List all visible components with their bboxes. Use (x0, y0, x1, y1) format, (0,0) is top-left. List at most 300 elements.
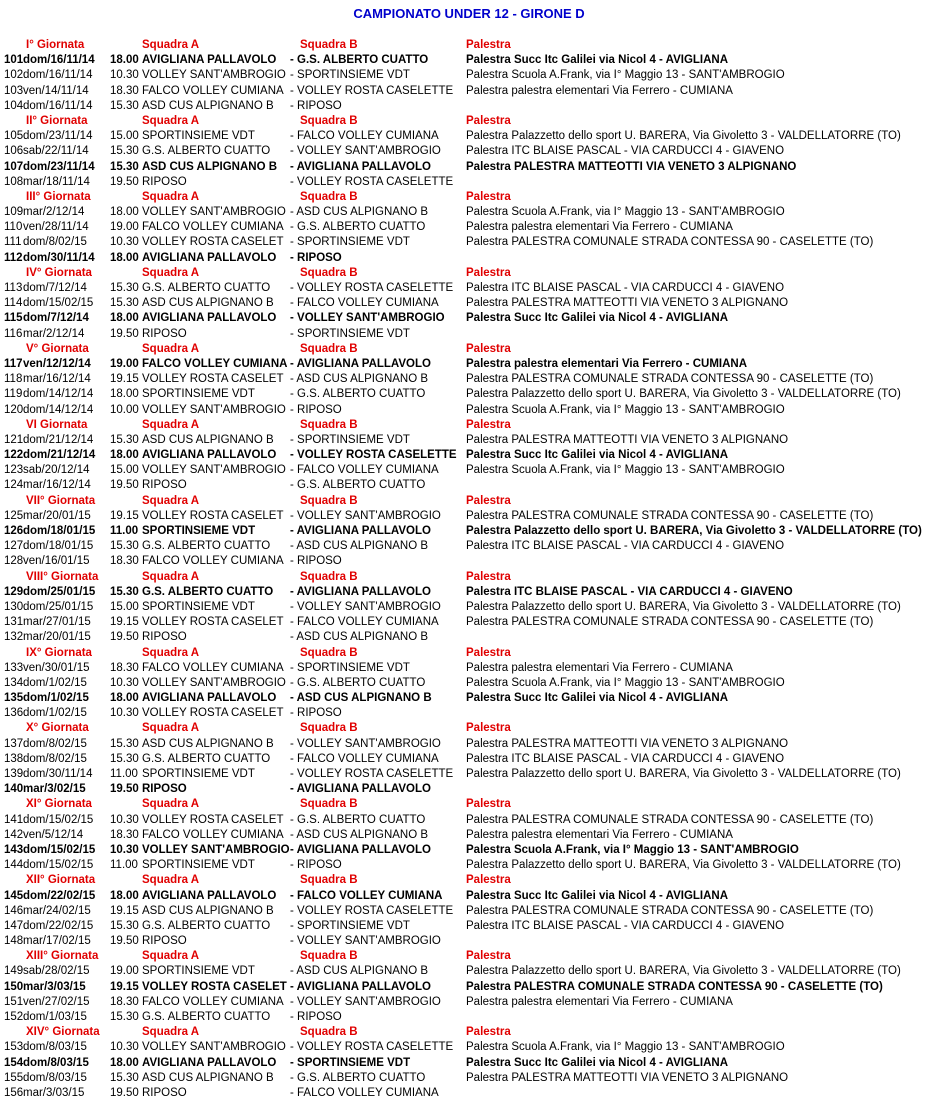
match-date: sab/28/02/15 (23, 965, 90, 978)
match-row (4, 387, 938, 402)
round-label: II° Giornata (26, 114, 88, 127)
team-a: RIPOSO (142, 935, 187, 948)
match-time: 10.00 (110, 403, 139, 416)
column-header-squadra-b: Squadra B (300, 874, 358, 887)
match-number: 155 (4, 1071, 24, 1084)
round-label: X° Giornata (26, 722, 89, 735)
team-a: FALCO VOLLEY CUMIANA (142, 84, 284, 97)
team-b: - SPORTINSIEME VDT (290, 919, 410, 932)
match-row (4, 843, 938, 858)
match-date: dom/25/01/15 (23, 585, 96, 598)
team-b: - SPORTINSIEME VDT (290, 69, 410, 82)
match-time: 15.00 (110, 600, 139, 613)
team-b: - FALCO VOLLEY CUMIANA (290, 297, 439, 310)
match-number: 148 (4, 935, 24, 948)
match-number: 141 (4, 813, 24, 826)
column-header-palestra: Palestra (466, 950, 511, 963)
round-header (4, 949, 938, 964)
match-time: 19.50 (110, 327, 139, 340)
venue: Palestra Succ Itc Galilei via Nicol 4 - AVIGLIANA (466, 449, 729, 462)
team-a: FALCO VOLLEY CUMIANA (142, 357, 288, 370)
venue: Palestra PALESTRA MATTEOTTI VIA VENETO 3 ALPIGNANO (466, 297, 789, 310)
team-a: ASD CUS ALPIGNANO B (142, 99, 274, 112)
match-number: 102 (4, 69, 24, 82)
match-number: 134 (4, 676, 24, 689)
team-a: VOLLEY SANT'AMBROGIO (142, 843, 290, 856)
venue: Palestra ITC BLAISE PASCAL - VIA CARDUCCI 4 - GIAVENO (466, 919, 785, 932)
match-row (4, 813, 938, 828)
match-date: ven/14/11/14 (23, 84, 89, 97)
match-number: 150 (4, 980, 24, 993)
match-date: dom/8/03/15 (23, 1071, 87, 1084)
match-number: 142 (4, 828, 24, 841)
match-number: 131 (4, 616, 24, 629)
team-b: - RIPOSO (290, 859, 342, 872)
team-a: VOLLEY ROSTA CASELET (142, 373, 284, 386)
schedule-table (4, 38, 938, 1101)
team-a: FALCO VOLLEY CUMIANA (142, 221, 284, 234)
match-time: 10.30 (110, 676, 139, 689)
match-number: 118 (4, 373, 23, 386)
match-date: mar/20/01/15 (23, 631, 91, 644)
team-b: - AVIGLIANA PALLAVOLO (290, 160, 431, 173)
match-number: 108 (4, 175, 24, 188)
venue: Palestra Scuola A.Frank, via I° Maggio 13 - SANT'AMBROGIO (466, 69, 785, 82)
venue: Palestra PALESTRA COMUNALE STRADA CONTESSA 90 - CASELETTE (TO) (466, 904, 874, 917)
match-time: 15.30 (110, 919, 139, 932)
column-header-squadra-a: Squadra A (142, 39, 200, 51)
round-header (4, 721, 938, 736)
team-a: ASD CUS ALPIGNANO B (142, 433, 274, 446)
column-header-squadra-b: Squadra B (300, 798, 358, 811)
match-row (4, 53, 938, 68)
team-a: G.S. ALBERTO CUATTO (142, 1011, 271, 1023)
venue: Palestra Palazzetto dello sport U. BARERA, Via Givoletto 3 - VALDELLATORRE (TO) (466, 600, 901, 613)
match-number: 129 (4, 585, 24, 598)
column-header-squadra-a: Squadra A (142, 874, 200, 887)
column-header-squadra-b: Squadra B (300, 114, 358, 127)
venue: Palestra Succ Itc Galilei via Nicol 4 - AVIGLIANA (466, 54, 729, 67)
venue: Palestra PALESTRA COMUNALE STRADA CONTESSA 90 - CASELETTE (TO) (466, 813, 874, 826)
match-time: 18.00 (110, 692, 139, 705)
team-b: - G.S. ALBERTO CUATTO (290, 221, 426, 234)
match-row (4, 737, 938, 752)
match-time: 18.00 (110, 251, 139, 264)
column-header-squadra-a: Squadra A (142, 190, 200, 203)
match-number: 143 (4, 843, 24, 856)
column-header-palestra: Palestra (466, 1026, 511, 1039)
match-date: sab/20/12/14 (23, 464, 90, 477)
match-time: 19.00 (110, 221, 139, 234)
venue: Palestra palestra elementari Via Ferrero - CUMIANA (466, 221, 733, 234)
venue: Palestra ITC BLAISE PASCAL - VIA CARDUCCI 4 - GIAVENO (466, 540, 785, 553)
match-number: 126 (4, 525, 24, 537)
match-row (4, 281, 938, 296)
venue: Palestra Scuola A.Frank, via I° Maggio 13 - SANT'AMBROGIO (466, 676, 785, 689)
column-header-squadra-a: Squadra A (142, 418, 200, 431)
match-date: dom/22/02/15 (23, 919, 94, 932)
match-date: dom/8/02/15 (23, 236, 87, 249)
match-time: 18.30 (110, 661, 139, 674)
team-a: SPORTINSIEME VDT (142, 768, 255, 780)
match-date: dom/15/02/15 (23, 297, 94, 310)
column-header-squadra-a: Squadra A (142, 722, 200, 735)
round-label: IX° Giornata (26, 646, 92, 659)
match-date: dom/16/11/14 (23, 69, 93, 82)
match-number: 154 (4, 1056, 24, 1069)
match-row (4, 84, 938, 99)
team-a: RIPOSO (142, 479, 187, 492)
round-header (4, 38, 938, 53)
round-label: V° Giornata (26, 342, 89, 355)
match-number: 114 (4, 297, 23, 310)
match-date: dom/30/11/14 (23, 768, 93, 780)
match-number: 122 (4, 449, 24, 462)
match-number: 137 (4, 737, 24, 750)
match-time: 11.00 (110, 525, 139, 537)
column-header-squadra-a: Squadra A (142, 570, 200, 583)
match-time: 15.30 (110, 145, 139, 158)
match-row (4, 615, 938, 630)
match-row (4, 129, 938, 144)
match-row (4, 357, 938, 372)
round-label: IV° Giornata (26, 266, 92, 279)
team-b: - RIPOSO (290, 555, 342, 568)
match-row (4, 463, 938, 478)
match-number: 125 (4, 509, 24, 522)
match-time: 19.00 (110, 965, 139, 978)
column-header-palestra: Palestra (466, 418, 511, 431)
match-time: 15.30 (110, 1071, 139, 1084)
match-time: 15.30 (110, 540, 139, 553)
match-date: mar/2/12/14 (23, 206, 85, 219)
column-header-squadra-b: Squadra B (300, 494, 358, 507)
match-date: dom/14/12/14 (23, 388, 94, 401)
match-date: dom/7/12/14 (23, 282, 87, 294)
venue: Palestra Palazzetto dello sport U. BARERA, Via Givoletto 3 - VALDELLATORRE (TO) (466, 768, 901, 780)
venue: Palestra PALESTRA MATTEOTTI VIA VENETO 3 ALPIGNANO (466, 433, 789, 446)
match-row (4, 311, 938, 326)
team-a: AVIGLIANA PALLAVOLO (142, 449, 277, 462)
match-number: 149 (4, 965, 24, 978)
venue: Palestra Succ Itc Galilei via Nicol 4 - AVIGLIANA (466, 312, 729, 325)
team-b: - ASD CUS ALPIGNANO B (290, 373, 429, 386)
team-a: G.S. ALBERTO CUATTO (142, 585, 274, 598)
team-b: - VOLLEY SANT'AMBROGIO (290, 737, 441, 750)
match-date: ven/30/01/15 (23, 661, 90, 674)
match-row (4, 1010, 938, 1025)
team-a: VOLLEY ROSTA CASELET (142, 707, 284, 720)
match-row (4, 478, 938, 493)
team-a: G.S. ALBERTO CUATTO (142, 919, 271, 932)
match-row (4, 403, 938, 418)
round-label: XIII° Giornata (26, 950, 99, 963)
column-header-squadra-a: Squadra A (142, 798, 200, 811)
match-date: dom/21/12/14 (23, 433, 94, 446)
match-number: 135 (4, 692, 24, 705)
team-a: G.S. ALBERTO CUATTO (142, 752, 271, 765)
team-b: - VOLLEY ROSTA CASELETTE (290, 904, 454, 917)
match-date: dom/21/12/14 (23, 449, 96, 462)
team-b: - ASD CUS ALPIGNANO B (290, 828, 429, 841)
team-a: VOLLEY SANT'AMBROGIO (142, 206, 286, 219)
team-b: - ASD CUS ALPIGNANO B (290, 540, 429, 553)
round-label: XI° Giornata (26, 798, 92, 811)
match-number: 112 (4, 251, 23, 264)
match-row (4, 144, 938, 159)
column-header-squadra-a: Squadra A (142, 266, 200, 279)
column-header-squadra-b: Squadra B (300, 722, 358, 735)
match-number: 133 (4, 661, 24, 674)
match-row (4, 1056, 938, 1071)
match-number: 130 (4, 600, 24, 613)
column-header-squadra-b: Squadra B (300, 646, 358, 659)
match-time: 15.30 (110, 282, 139, 294)
match-date: dom/1/02/15 (23, 707, 87, 720)
match-date: dom/16/11/14 (23, 99, 93, 112)
page-title: CAMPIONATO UNDER 12 - GIRONE D (353, 6, 585, 21)
team-a: RIPOSO (142, 175, 187, 188)
team-b: - ASD CUS ALPIGNANO B (290, 631, 429, 644)
venue: Palestra PALESTRA COMUNALE STRADA CONTESSA 90 - CASELETTE (TO) (466, 980, 883, 993)
match-row (4, 828, 938, 843)
match-number: 121 (4, 433, 24, 446)
venue: Palestra Scuola A.Frank, via I° Maggio 13 - SANT'AMBROGIO (466, 843, 799, 856)
match-date: mar/27/01/15 (23, 616, 91, 629)
round-label: VIII° Giornata (26, 570, 99, 583)
team-b: - VOLLEY SANT'AMBROGIO (290, 509, 441, 522)
match-date: dom/18/01/15 (23, 525, 96, 537)
team-a: VOLLEY ROSTA CASELET (142, 509, 284, 522)
team-b: - VOLLEY ROSTA CASELETTE (290, 1041, 454, 1054)
match-time: 18.00 (110, 889, 139, 902)
team-a: SPORTINSIEME VDT (142, 600, 255, 613)
match-date: dom/1/02/15 (23, 676, 87, 689)
match-row (4, 706, 938, 721)
match-row (4, 296, 938, 311)
match-number: 111 (4, 236, 22, 249)
match-time: 19.15 (110, 509, 139, 522)
match-row (4, 767, 938, 782)
match-date: dom/25/01/15 (23, 600, 94, 613)
match-date: ven/28/11/14 (23, 221, 89, 234)
team-a: FALCO VOLLEY CUMIANA (142, 995, 284, 1008)
match-date: dom/1/03/15 (23, 1011, 87, 1023)
team-a: FALCO VOLLEY CUMIANA (142, 828, 284, 841)
team-a: VOLLEY SANT'AMBROGIO (142, 464, 286, 477)
team-b: - RIPOSO (290, 1011, 342, 1023)
match-time: 19.50 (110, 479, 139, 492)
match-row (4, 509, 938, 524)
team-b: - SPORTINSIEME VDT (290, 236, 410, 249)
match-date: ven/5/12/14 (23, 828, 84, 841)
match-date: mar/24/02/15 (23, 904, 91, 917)
match-row (4, 220, 938, 235)
round-label: VI Giornata (26, 418, 88, 431)
match-date: sab/22/11/14 (23, 145, 89, 158)
column-header-squadra-b: Squadra B (300, 418, 358, 431)
match-row (4, 554, 938, 569)
team-a: FALCO VOLLEY CUMIANA (142, 555, 284, 568)
team-a: ASD CUS ALPIGNANO B (142, 160, 278, 173)
match-row (4, 858, 938, 873)
match-date: dom/8/03/15 (23, 1041, 87, 1054)
match-time: 18.30 (110, 995, 139, 1008)
team-b: - AVIGLIANA PALLAVOLO (290, 357, 431, 370)
team-b: - VOLLEY ROSTA CASELETTE (290, 768, 454, 780)
team-b: - VOLLEY ROSTA CASELETTE (290, 84, 454, 97)
team-b: - RIPOSO (290, 707, 342, 720)
match-time: 10.30 (110, 1041, 139, 1054)
match-time: 15.30 (110, 160, 139, 173)
match-time: 15.30 (110, 737, 139, 750)
match-time: 19.15 (110, 980, 139, 993)
match-number: 101 (4, 54, 24, 67)
team-a: AVIGLIANA PALLAVOLO (142, 312, 277, 325)
venue: Palestra ITC BLAISE PASCAL - VIA CARDUCCI 4 - GIAVENO (466, 752, 785, 765)
column-header-squadra-b: Squadra B (300, 570, 358, 583)
venue: Palestra ITC BLAISE PASCAL - VIA CARDUCCI 4 - GIAVENO (466, 145, 785, 158)
venue: Palestra palestra elementari Via Ferrero - CUMIANA (466, 828, 733, 841)
match-row (4, 904, 938, 919)
team-b: - VOLLEY SANT'AMBROGIO (290, 145, 441, 158)
team-b: - FALCO VOLLEY CUMIANA (290, 889, 443, 902)
venue: Palestra Palazzetto dello sport U. BARERA, Via Givoletto 3 - VALDELLATORRE (TO) (466, 965, 901, 978)
team-a: VOLLEY ROSTA CASELET (142, 616, 284, 629)
match-time: 11.00 (110, 859, 138, 872)
match-row (4, 585, 938, 600)
match-number: 120 (4, 403, 24, 416)
team-b: - VOLLEY SANT'AMBROGIO (290, 312, 445, 325)
match-number: 152 (4, 1011, 24, 1023)
match-row (4, 1086, 938, 1101)
match-time: 18.00 (110, 54, 139, 67)
column-header-squadra-a: Squadra A (142, 494, 200, 507)
match-time: 15.30 (110, 1011, 139, 1023)
team-b: - AVIGLIANA PALLAVOLO (290, 980, 431, 993)
column-header-squadra-a: Squadra A (142, 1026, 200, 1039)
match-number: 156 (4, 1086, 24, 1099)
match-row (4, 630, 938, 645)
column-header-squadra-b: Squadra B (300, 190, 358, 203)
match-time: 15.00 (110, 130, 139, 143)
team-b: - VOLLEY SANT'AMBROGIO (290, 995, 441, 1008)
match-date: dom/16/11/14 (23, 54, 95, 67)
venue: Palestra palestra elementari Via Ferrero - CUMIANA (466, 84, 733, 97)
column-header-palestra: Palestra (466, 646, 511, 659)
team-a: AVIGLIANA PALLAVOLO (142, 54, 277, 67)
column-header-palestra: Palestra (466, 342, 511, 355)
venue: Palestra Palazzetto dello sport U. BARERA, Via Givoletto 3 - VALDELLATORRE (TO) (466, 525, 922, 537)
team-a: ASD CUS ALPIGNANO B (142, 1071, 274, 1084)
team-b: - VOLLEY ROSTA CASELETTE (290, 175, 454, 188)
team-a: ASD CUS ALPIGNANO B (142, 737, 274, 750)
match-time: 15.30 (110, 99, 139, 112)
team-b: - VOLLEY ROSTA CASELETTE (290, 282, 454, 294)
team-a: AVIGLIANA PALLAVOLO (142, 889, 277, 902)
team-a: VOLLEY SANT'AMBROGIO (142, 403, 286, 416)
match-number: 113 (4, 282, 23, 294)
round-header (4, 190, 938, 205)
match-time: 10.30 (110, 843, 139, 856)
team-a: FALCO VOLLEY CUMIANA (142, 661, 284, 674)
venue: Palestra PALESTRA MATTEOTTI VIA VENETO 3 ALPIGNANO (466, 1071, 789, 1084)
column-header-palestra: Palestra (466, 494, 511, 507)
match-date: mar/16/12/14 (23, 479, 91, 492)
match-time: 10.30 (110, 69, 139, 82)
round-label: III° Giornata (26, 190, 91, 203)
team-b: - G.S. ALBERTO CUATTO (290, 54, 429, 67)
team-a: AVIGLIANA PALLAVOLO (142, 251, 277, 264)
match-number: 107 (4, 160, 24, 173)
team-b: - AVIGLIANA PALLAVOLO (290, 843, 431, 856)
team-b: - G.S. ALBERTO CUATTO (290, 813, 426, 826)
team-b: - SPORTINSIEME VDT (290, 661, 410, 674)
match-date: dom/14/12/14 (23, 403, 94, 416)
team-a: SPORTINSIEME VDT (142, 859, 255, 872)
match-time: 15.00 (110, 464, 139, 477)
team-a: G.S. ALBERTO CUATTO (142, 540, 271, 553)
column-header-palestra: Palestra (466, 874, 511, 887)
match-row (4, 539, 938, 554)
team-b: - FALCO VOLLEY CUMIANA (290, 1086, 439, 1099)
team-a: AVIGLIANA PALLAVOLO (142, 1056, 277, 1069)
team-a: G.S. ALBERTO CUATTO (142, 145, 271, 158)
round-label: I° Giornata (26, 39, 85, 51)
team-a: G.S. ALBERTO CUATTO (142, 282, 271, 294)
match-time: 11.00 (110, 768, 138, 780)
venue: Palestra Palazzetto dello sport U. BARERA, Via Givoletto 3 - VALDELLATORRE (TO) (466, 859, 901, 872)
column-header-squadra-b: Squadra B (300, 39, 358, 51)
match-time: 18.00 (110, 206, 139, 219)
match-time: 15.30 (110, 433, 139, 446)
match-time: 19.15 (110, 904, 139, 917)
team-a: RIPOSO (142, 1086, 187, 1099)
match-date: dom/22/02/15 (23, 889, 96, 902)
match-time: 18.00 (110, 449, 139, 462)
match-time: 10.30 (110, 813, 139, 826)
team-a: ASD CUS ALPIGNANO B (142, 904, 274, 917)
match-time: 18.00 (110, 388, 139, 401)
match-row (4, 919, 938, 934)
match-date: ven/12/12/14 (23, 357, 91, 370)
venue: Palestra PALESTRA COMUNALE STRADA CONTESSA 90 - CASELETTE (TO) (466, 236, 874, 249)
venue: Palestra palestra elementari Via Ferrero - CUMIANA (466, 661, 733, 674)
venue: Palestra Succ Itc Galilei via Nicol 4 - AVIGLIANA (466, 692, 729, 705)
match-time: 10.30 (110, 707, 139, 720)
match-row (4, 934, 938, 949)
match-number: 132 (4, 631, 24, 644)
team-b: - G.S. ALBERTO CUATTO (290, 388, 426, 401)
match-row (4, 327, 938, 342)
team-b: - FALCO VOLLEY CUMIANA (290, 130, 439, 143)
match-row (4, 600, 938, 615)
team-b: - RIPOSO (290, 99, 342, 112)
column-header-palestra: Palestra (466, 39, 511, 51)
match-date: ven/16/01/15 (23, 555, 90, 568)
match-date: mar/3/02/15 (23, 783, 86, 796)
round-header (4, 797, 938, 812)
column-header-palestra: Palestra (466, 190, 511, 203)
team-a: RIPOSO (142, 783, 187, 796)
team-a: RIPOSO (142, 327, 187, 340)
venue: Palestra PALESTRA COMUNALE STRADA CONTESSA 90 - CASELETTE (TO) (466, 509, 874, 522)
match-number: 147 (4, 919, 24, 932)
venue: Palestra ITC BLAISE PASCAL - VIA CARDUCCI 4 - GIAVENO (466, 282, 785, 294)
team-b: - FALCO VOLLEY CUMIANA (290, 616, 439, 629)
match-number: 109 (4, 206, 24, 219)
match-number: 146 (4, 904, 24, 917)
